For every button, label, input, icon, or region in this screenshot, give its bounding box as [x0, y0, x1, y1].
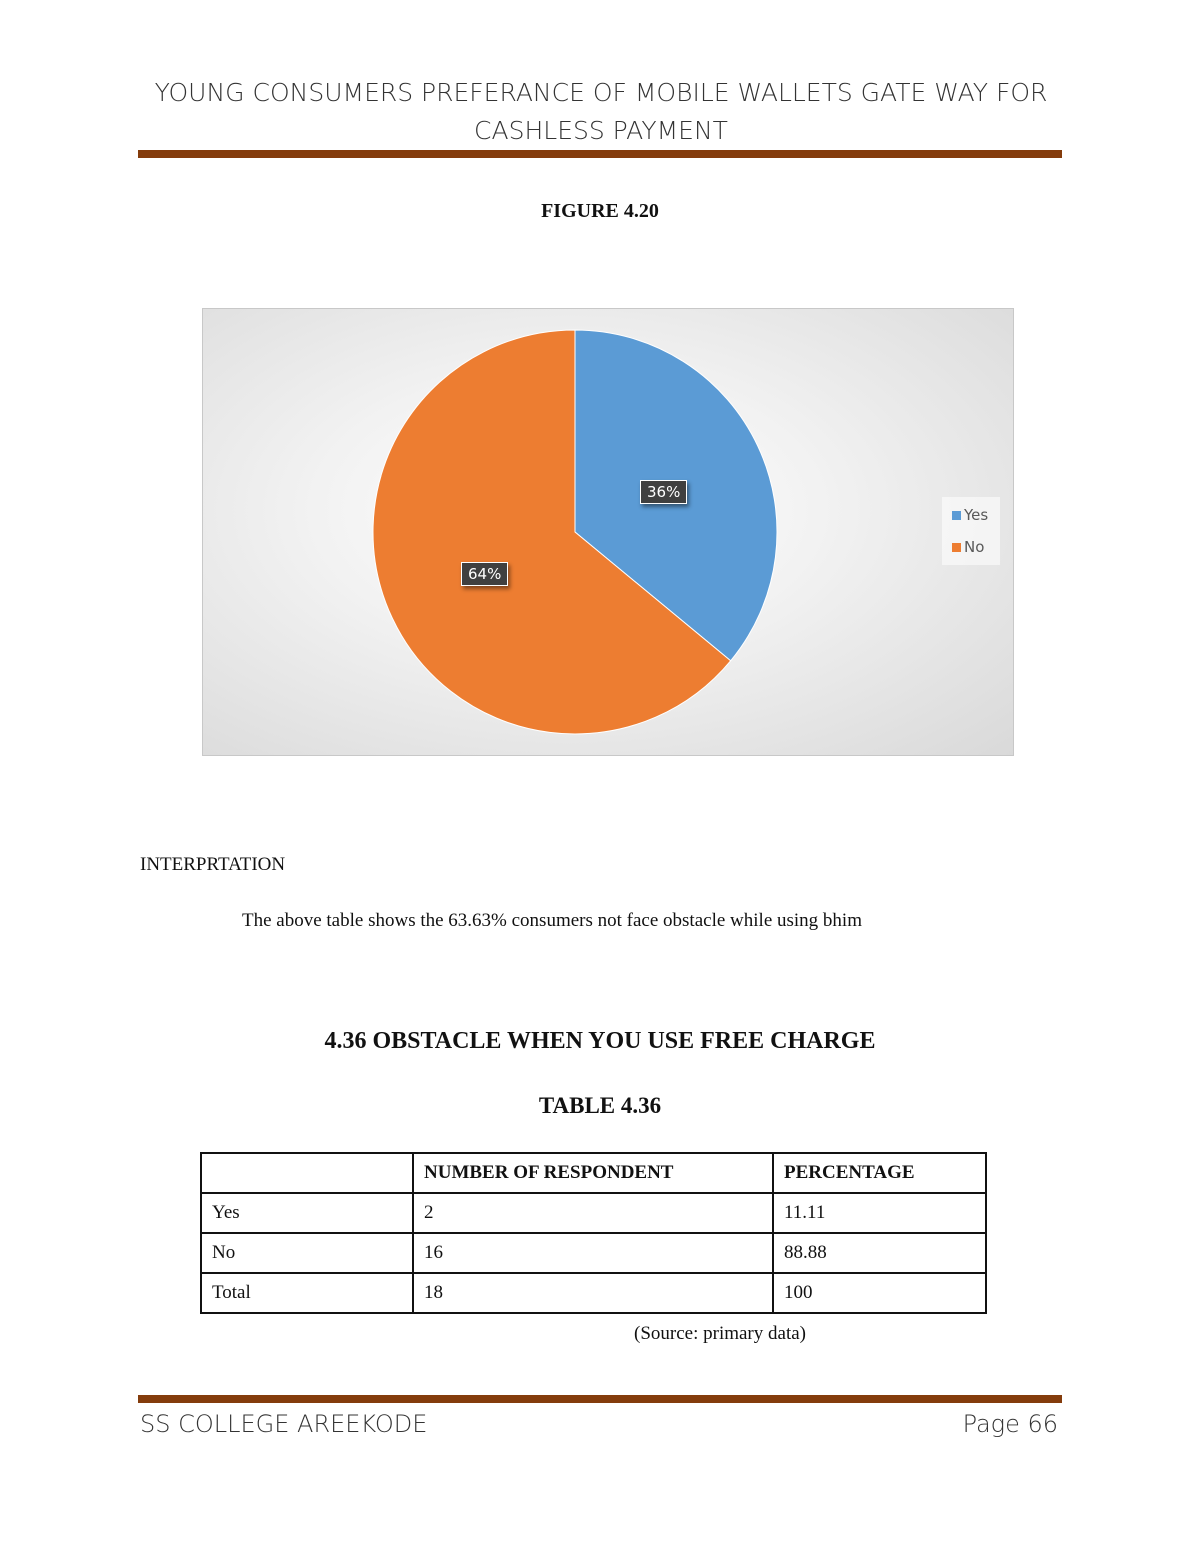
chart-legend [942, 497, 1000, 565]
footer-page-number: Page 66 [962, 1410, 1058, 1438]
header-cell-percentage: PERCENTAGE [773, 1153, 986, 1193]
header-cell-respondents: NUMBER OF RESPONDENT [413, 1153, 773, 1193]
legend-item-no [952, 537, 984, 557]
data-label-yes: 36% [640, 480, 687, 504]
row-label: No [201, 1233, 413, 1273]
footer-college: SS COLLEGE AREEKODE [140, 1410, 428, 1438]
respondent-count: 18 [413, 1273, 773, 1313]
row-label: Total [201, 1273, 413, 1313]
header-cell-empty [201, 1153, 413, 1193]
legend-label-yes: Yes [964, 506, 989, 524]
row-label: Yes [201, 1193, 413, 1233]
header-line-2: CASHLESS PAYMENT [474, 116, 728, 145]
table-row [201, 1193, 986, 1233]
table-header-row [201, 1153, 986, 1193]
header-rule [138, 150, 1062, 158]
section-title: 4.36 OBSTACLE WHEN YOU USE FREE CHARGE [324, 1028, 876, 1054]
percentage-value: 100 [773, 1273, 986, 1313]
respondent-count: 2 [413, 1193, 773, 1233]
legend-item-yes [952, 505, 988, 525]
interpretation-heading: INTERPRTATION [140, 854, 286, 875]
pie-chart [202, 308, 1014, 756]
legend-label-no: No [964, 538, 985, 556]
page-header [140, 74, 1062, 150]
data-table [200, 1152, 987, 1314]
table-row [201, 1273, 986, 1313]
respondent-count: 16 [413, 1233, 773, 1273]
legend-swatch-yes [952, 511, 961, 520]
table-title: TABLE 4.36 [538, 1093, 662, 1118]
data-label-no: 64% [461, 562, 508, 586]
pie-chart-svg [203, 309, 1013, 755]
footer-rule [138, 1395, 1062, 1403]
figure-title: FIGURE 4.20 [541, 200, 659, 222]
source-note: (Source: primary data) [634, 1323, 806, 1344]
header-line-1: YOUNG CONSUMERS PREFERANCE OF MOBILE WALLETS GATE WAY FOR [154, 78, 1048, 107]
percentage-value: 11.11 [773, 1193, 986, 1233]
legend-swatch-no [952, 543, 961, 552]
table-row [201, 1233, 986, 1273]
interpretation-text: The above table shows the 63.63% consumers not face obstacle while using bhim [242, 910, 862, 931]
percentage-value: 88.88 [773, 1233, 986, 1273]
